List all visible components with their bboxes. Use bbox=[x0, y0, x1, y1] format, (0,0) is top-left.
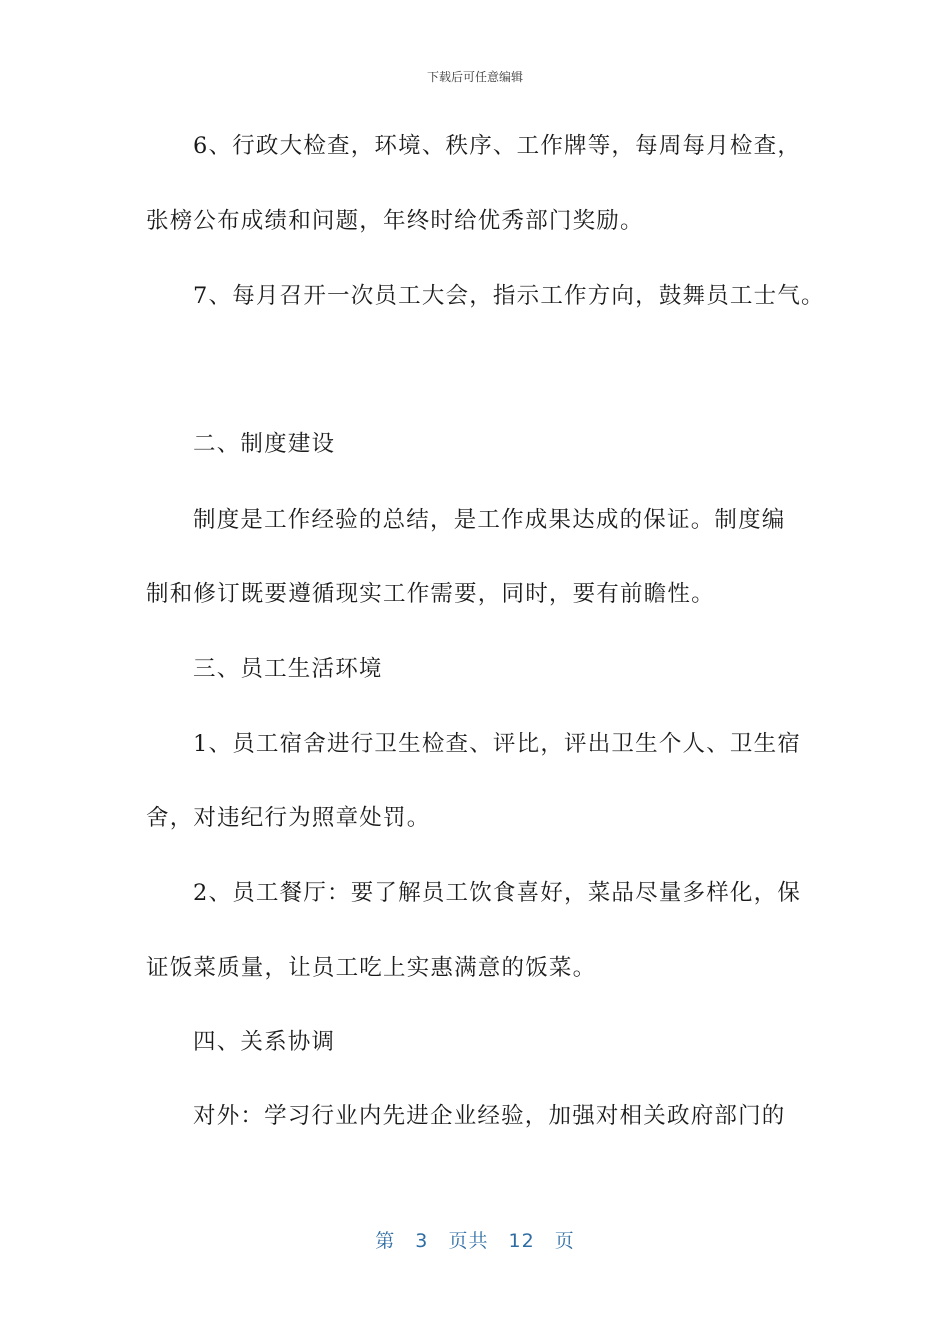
section-heading: 三、员工生活环境 bbox=[193, 656, 383, 682]
paragraph-line: 证饭菜质量，让员工吃上实惠满意的饭菜。 bbox=[146, 955, 597, 981]
section-heading: 二、制度建设 bbox=[193, 431, 336, 457]
paragraph-line: 6、行政大检查，环境、秩序、工作牌等，每周每月检查， bbox=[193, 133, 802, 159]
paragraph-line: 对外：学习行业内先进企业经验，加强对相关政府部门的 bbox=[193, 1103, 786, 1129]
paragraph-line: 张榜公布成绩和问题，年终时给优秀部门奖励。 bbox=[146, 208, 644, 234]
paragraph-line: 1、员工宿舍进行卫生检查、评比，评出卫生个人、卫生宿 bbox=[193, 731, 802, 757]
page-header-note: 下载后可任意编辑 bbox=[426, 70, 523, 84]
paragraph-line: 舍，对违纪行为照章处罚。 bbox=[146, 805, 431, 831]
current-page-number: 3 bbox=[415, 1230, 429, 1252]
footer-suffix: 页 bbox=[554, 1230, 575, 1252]
paragraph-line: 7、每月召开一次员工大会，指示工作方向，鼓舞员工士气。 bbox=[193, 283, 825, 309]
paragraph-line: 制度是工作经验的总结，是工作成果达成的保证。制度编 bbox=[193, 507, 786, 533]
footer-prefix: 第 bbox=[375, 1230, 396, 1252]
paragraph-line: 2、员工餐厅：要了解员工饮食喜好，菜品尽量多样化，保 bbox=[193, 880, 802, 906]
footer-mid: 页共 bbox=[448, 1230, 489, 1252]
section-heading: 四、关系协调 bbox=[193, 1029, 336, 1055]
paragraph-line: 制和修订既要遵循现实工作需要，同时，要有前瞻性。 bbox=[146, 581, 715, 607]
page-footer bbox=[0, 1226, 950, 1253]
total-pages-number: 12 bbox=[508, 1230, 535, 1252]
